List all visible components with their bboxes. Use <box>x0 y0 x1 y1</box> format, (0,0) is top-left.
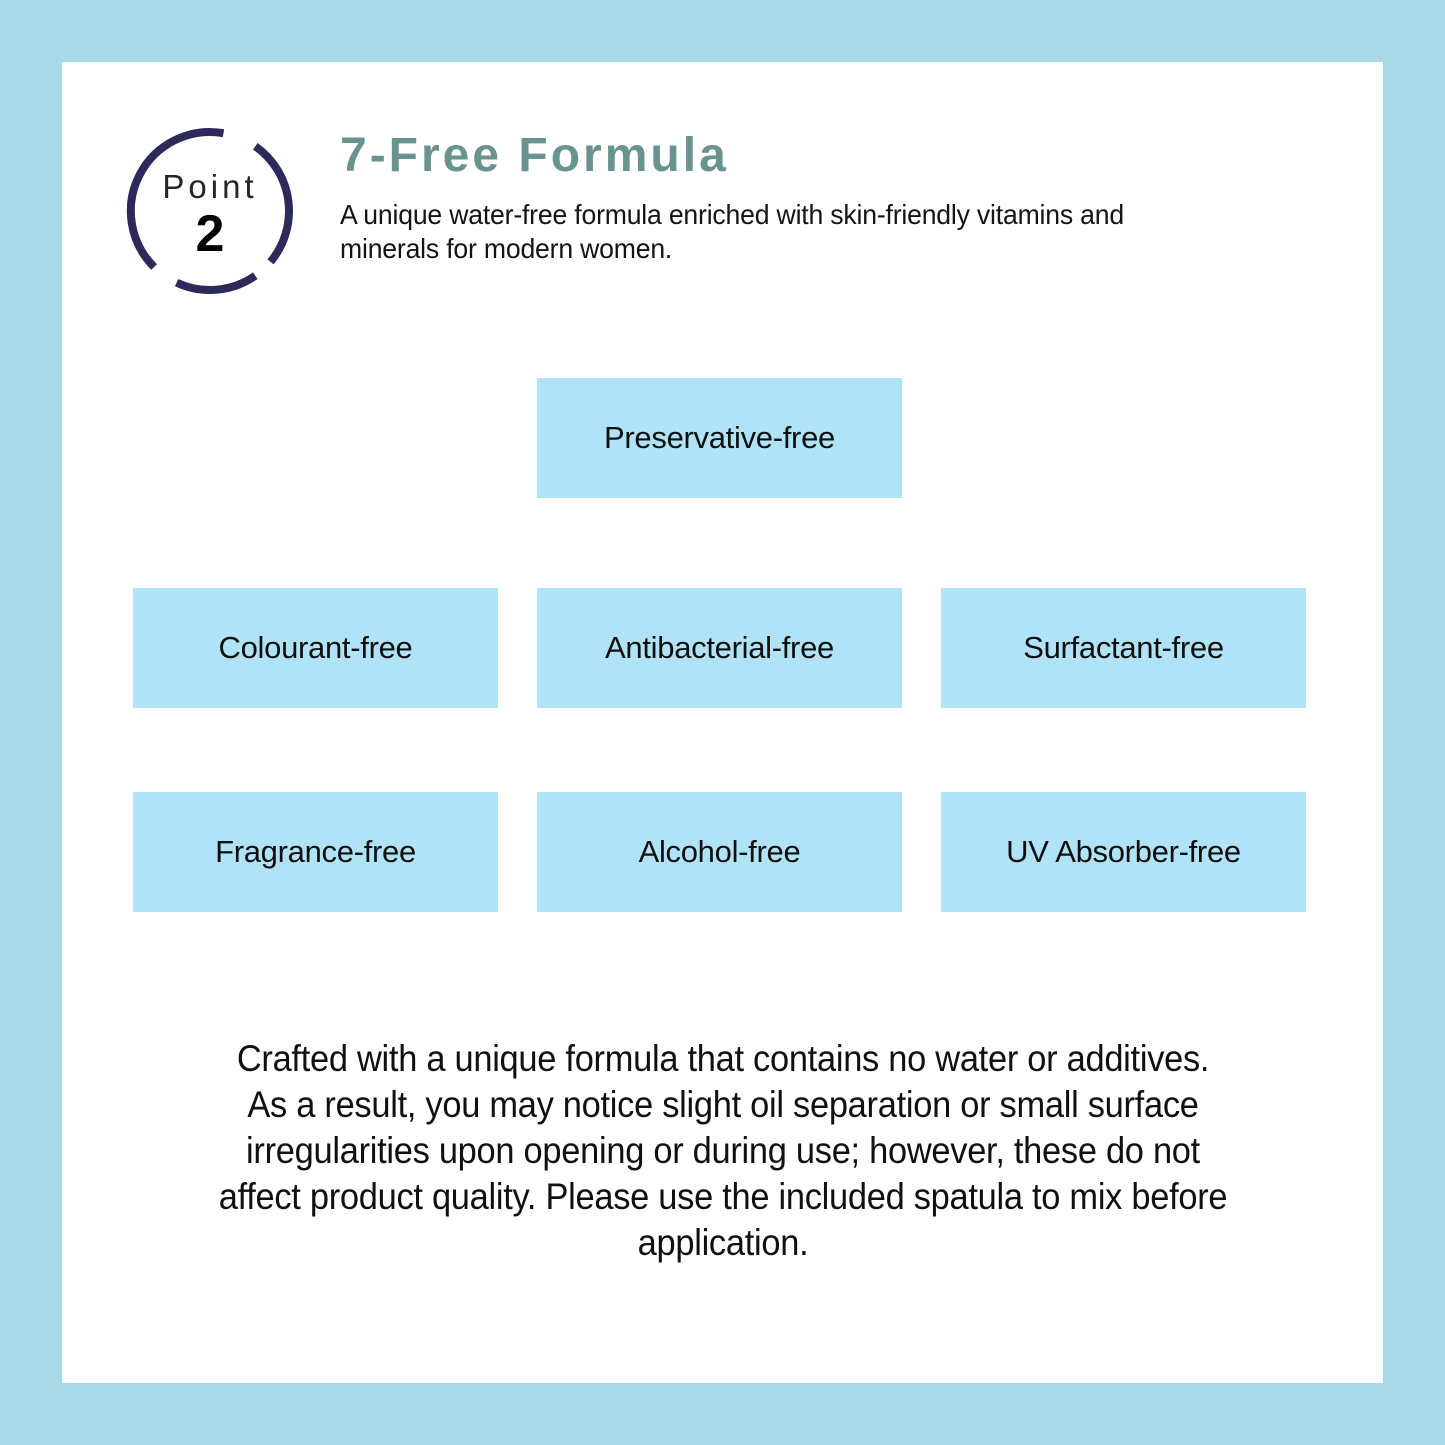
free-box-alcohol <box>537 792 902 912</box>
free-box-label: UV Absorber-free <box>1006 834 1241 869</box>
page-title: 7-Free Formula <box>340 129 729 182</box>
content-card <box>62 62 1383 1383</box>
free-box-surfactant <box>941 588 1306 708</box>
point-number: 2 <box>195 205 225 263</box>
footer-note-line: irregularities upon opening or during use; however, these do not <box>245 1130 1200 1171</box>
free-box-label: Fragrance-free <box>215 834 416 869</box>
free-box-label: Antibacterial-free <box>605 630 834 665</box>
free-box-colourant <box>133 588 498 708</box>
free-box-uv-absorber <box>941 792 1306 912</box>
description-line: A unique water-free formula enriched with skin-friendly vitamins and <box>340 199 1124 230</box>
footer-note-line: affect product quality. Please use the included spatula to mix before <box>218 1176 1227 1217</box>
free-box-antibacterial <box>537 588 902 708</box>
page-description <box>340 198 1300 266</box>
footer-note-line: As a result, you may notice slight oil separation or small surface <box>246 1084 1199 1125</box>
free-box-preservative <box>537 378 902 498</box>
footer-note-line: application. <box>637 1222 808 1263</box>
free-box-label: Colourant-free <box>218 630 413 665</box>
free-box-label: Surfactant-free <box>1023 630 1224 665</box>
free-box-fragrance <box>133 792 498 912</box>
description-line: minerals for modern women. <box>340 233 673 264</box>
point-label: Point <box>162 168 258 205</box>
point-badge <box>124 124 296 298</box>
point-badge-text <box>124 124 296 298</box>
free-box-label: Preservative-free <box>604 420 835 455</box>
footer-note-line: Crafted with a unique formula that contains no water or additives. <box>236 1038 1209 1079</box>
footer-note <box>174 1036 1271 1266</box>
free-box-label: Alcohol-free <box>638 834 801 869</box>
